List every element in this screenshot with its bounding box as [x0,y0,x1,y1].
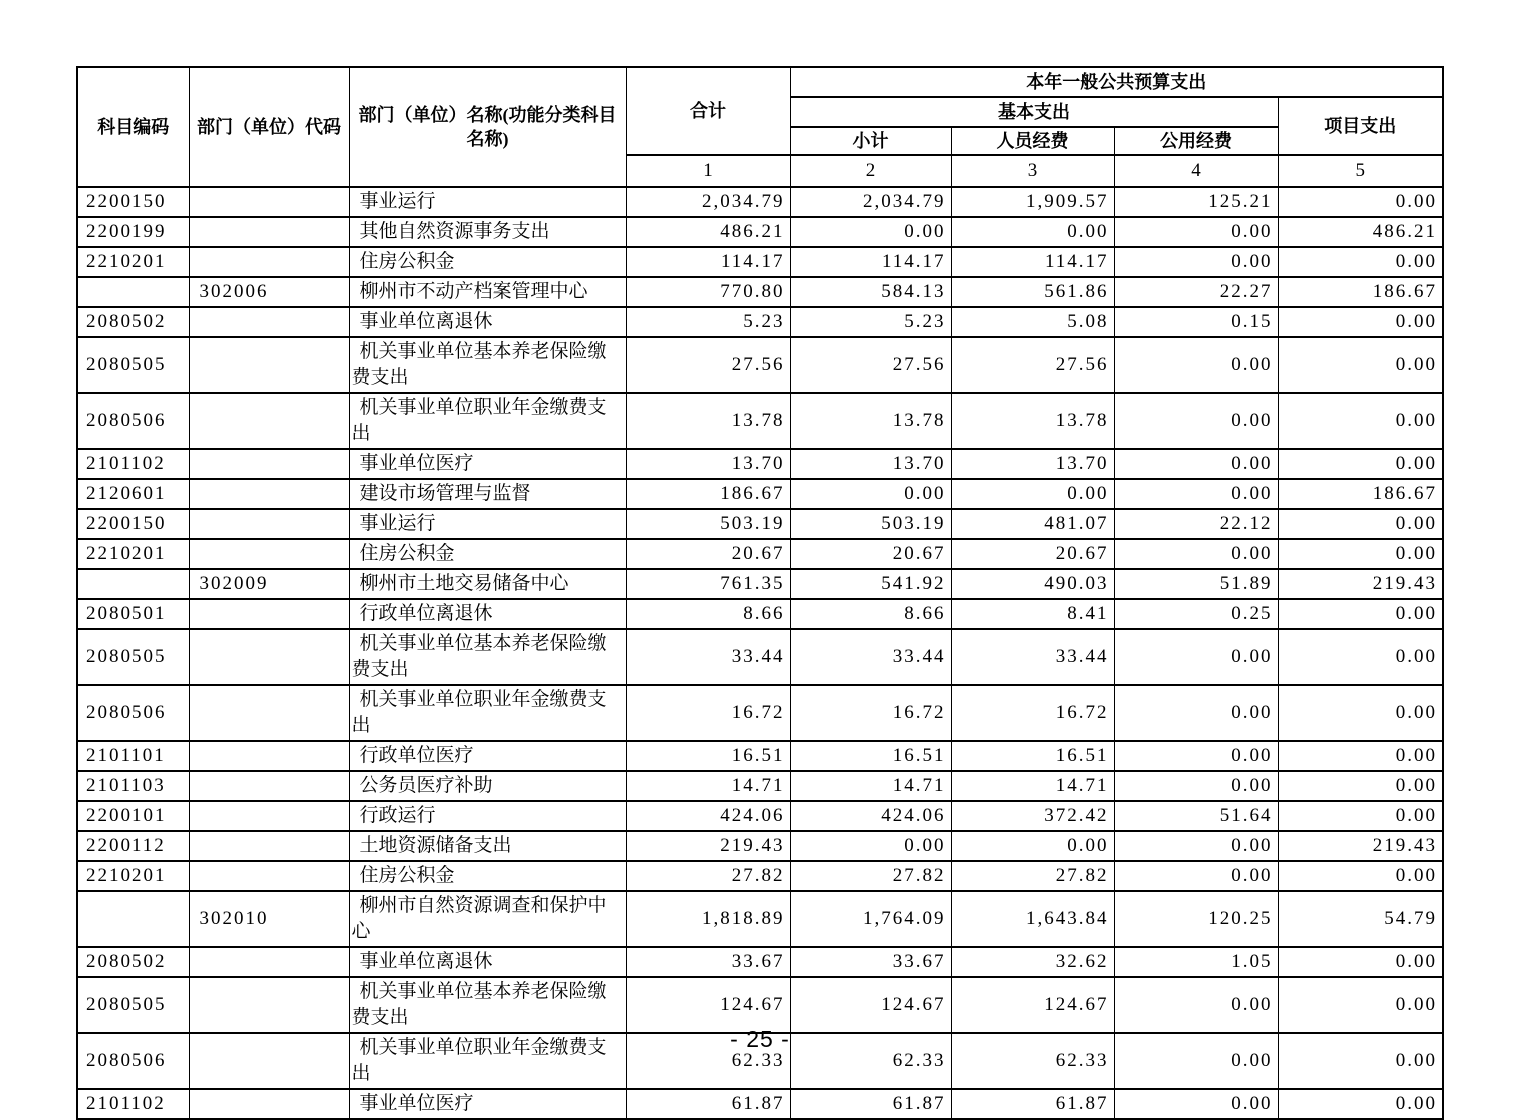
subject-code-cell [77,569,189,599]
public-funds-cell: 125.21 [1114,187,1278,217]
personnel-cell: 0.00 [951,479,1114,509]
dept-name-cell: 机关事业单位基本养老保险缴费支出 [349,977,626,1033]
subtotal-cell: 0.00 [790,217,951,247]
dept-code-cell [189,685,349,741]
table-row [77,479,1443,509]
public-funds-cell: 51.89 [1114,569,1278,599]
total-cell: 20.67 [626,539,790,569]
dept-code-cell [189,449,349,479]
project-cell: 0.00 [1278,393,1443,449]
dept-name-cell: 机关事业单位职业年金缴费支出 [349,685,626,741]
dept-code-cell [189,947,349,977]
public-funds-cell: 0.00 [1114,479,1278,509]
dept-name-cell: 建设市场管理与监督 [349,479,626,509]
project-cell: 0.00 [1278,861,1443,891]
page-number: - 25 - [730,1026,790,1052]
dept-code-cell: 302010 [189,891,349,947]
dept-name-cell: 事业单位离退休 [349,947,626,977]
table-row [77,1089,1443,1119]
header-personnel-funds: 人员经费 [951,127,1114,155]
dept-name-cell: 公务员医疗补助 [349,771,626,801]
personnel-cell: 5.08 [951,307,1114,337]
header-basic-expenditure: 基本支出 [790,97,1278,127]
public-funds-cell: 0.00 [1114,771,1278,801]
public-funds-cell: 0.00 [1114,629,1278,685]
dept-name-cell: 事业运行 [349,509,626,539]
subject-code-cell [77,891,189,947]
project-cell: 0.00 [1278,247,1443,277]
public-funds-cell: 0.00 [1114,977,1278,1033]
dept-name-cell: 机关事业单位基本养老保险缴费支出 [349,629,626,685]
total-cell: 27.82 [626,861,790,891]
dept-name-cell: 柳州市不动产档案管理中心 [349,277,626,307]
public-funds-cell: 0.00 [1114,685,1278,741]
subtotal-cell: 1,764.09 [790,891,951,947]
project-cell: 186.67 [1278,479,1443,509]
subject-code-cell: 2080505 [77,629,189,685]
project-cell: 0.00 [1278,337,1443,393]
subtotal-cell: 0.00 [790,831,951,861]
total-cell: 124.67 [626,977,790,1033]
table-row [77,891,1443,947]
public-funds-cell: 0.00 [1114,217,1278,247]
dept-code-cell [189,187,349,217]
total-cell: 16.72 [626,685,790,741]
dept-name-cell: 行政单位医疗 [349,741,626,771]
subject-code-cell: 2200101 [77,801,189,831]
header-total: 合计 [626,67,790,155]
subtotal-cell: 13.78 [790,393,951,449]
total-cell: 33.44 [626,629,790,685]
personnel-cell: 8.41 [951,599,1114,629]
project-cell: 0.00 [1278,741,1443,771]
dept-name-cell: 柳州市土地交易储备中心 [349,569,626,599]
project-cell: 219.43 [1278,831,1443,861]
dept-name-cell: 住房公积金 [349,539,626,569]
header-row-1 [77,67,1443,97]
column-number-2: 2 [790,155,951,187]
personnel-cell: 1,643.84 [951,891,1114,947]
total-cell: 13.70 [626,449,790,479]
subject-code-cell: 2200150 [77,509,189,539]
table-row [77,277,1443,307]
project-cell: 486.21 [1278,217,1443,247]
dept-code-cell [189,337,349,393]
header-current-year-budget: 本年一般公共预算支出 [790,67,1443,97]
personnel-cell: 561.86 [951,277,1114,307]
subtotal-cell: 33.67 [790,947,951,977]
header-project-expenditure: 项目支出 [1278,97,1443,155]
subject-code-cell: 2200150 [77,187,189,217]
subject-code-cell: 2210201 [77,247,189,277]
total-cell: 1,818.89 [626,891,790,947]
project-cell: 186.67 [1278,277,1443,307]
public-funds-cell: 0.00 [1114,337,1278,393]
dept-code-cell [189,247,349,277]
dept-name-cell: 事业运行 [349,187,626,217]
total-cell: 486.21 [626,217,790,247]
total-cell: 2,034.79 [626,187,790,217]
public-funds-cell: 0.00 [1114,831,1278,861]
subtotal-cell: 16.51 [790,741,951,771]
dept-code-cell [189,771,349,801]
project-cell: 0.00 [1278,685,1443,741]
project-cell: 219.43 [1278,569,1443,599]
dept-code-cell [189,977,349,1033]
public-funds-cell: 0.00 [1114,1089,1278,1119]
project-cell: 0.00 [1278,509,1443,539]
total-cell: 14.71 [626,771,790,801]
subject-code-cell: 2120601 [77,479,189,509]
dept-name-cell: 机关事业单位职业年金缴费支出 [349,1033,626,1089]
subject-code-cell: 2080506 [77,393,189,449]
personnel-cell: 1,909.57 [951,187,1114,217]
subject-code-cell: 2080501 [77,599,189,629]
table-row [77,831,1443,861]
dept-name-cell: 柳州市自然资源调查和保护中心 [349,891,626,947]
project-cell: 0.00 [1278,1033,1443,1089]
project-cell: 0.00 [1278,1089,1443,1119]
project-cell: 0.00 [1278,187,1443,217]
total-cell: 8.66 [626,599,790,629]
public-funds-cell: 0.15 [1114,307,1278,337]
dept-code-cell: 302006 [189,277,349,307]
table-header [77,67,1443,187]
header-public-funds: 公用经费 [1114,127,1278,155]
subject-code-cell: 2080506 [77,685,189,741]
subtotal-cell: 27.56 [790,337,951,393]
project-cell: 0.00 [1278,629,1443,685]
project-cell: 0.00 [1278,801,1443,831]
subtotal-cell: 16.72 [790,685,951,741]
project-cell: 0.00 [1278,947,1443,977]
table-row [77,741,1443,771]
table-row [77,629,1443,685]
subject-code-cell: 2101103 [77,771,189,801]
public-funds-cell: 51.64 [1114,801,1278,831]
total-cell: 62.33 [626,1033,790,1089]
table-row [77,509,1443,539]
budget-table [76,66,1444,1120]
column-number-1: 1 [626,155,790,187]
dept-code-cell [189,629,349,685]
dept-code-cell [189,539,349,569]
personnel-cell: 372.42 [951,801,1114,831]
header-dept-code: 部门（单位）代码 [189,67,349,187]
subtotal-cell: 33.44 [790,629,951,685]
header-subtotal: 小计 [790,127,951,155]
subject-code-cell [77,277,189,307]
personnel-cell: 16.51 [951,741,1114,771]
subtotal-cell: 114.17 [790,247,951,277]
total-cell: 761.35 [626,569,790,599]
table-row [77,449,1443,479]
table-row [77,801,1443,831]
column-number-3: 3 [951,155,1114,187]
subtotal-cell: 14.71 [790,771,951,801]
dept-code-cell [189,393,349,449]
dept-code-cell: 302009 [189,569,349,599]
public-funds-cell: 1.05 [1114,947,1278,977]
table-row [77,599,1443,629]
total-cell: 16.51 [626,741,790,771]
personnel-cell: 61.87 [951,1089,1114,1119]
table-body [77,187,1443,1119]
personnel-cell: 20.67 [951,539,1114,569]
dept-name-cell: 行政单位离退休 [349,599,626,629]
public-funds-cell: 0.00 [1114,1033,1278,1089]
table-row [77,569,1443,599]
project-cell: 0.00 [1278,449,1443,479]
personnel-cell: 0.00 [951,831,1114,861]
dept-code-cell [189,479,349,509]
dept-name-cell: 机关事业单位基本养老保险缴费支出 [349,337,626,393]
personnel-cell: 27.56 [951,337,1114,393]
table-row [77,393,1443,449]
dept-name-cell: 住房公积金 [349,861,626,891]
dept-name-cell: 机关事业单位职业年金缴费支出 [349,393,626,449]
dept-code-cell [189,599,349,629]
table-row [77,187,1443,217]
column-number-5: 5 [1278,155,1443,187]
table-row [77,977,1443,1033]
table-row [77,771,1443,801]
public-funds-cell: 0.25 [1114,599,1278,629]
project-cell: 0.00 [1278,977,1443,1033]
subtotal-cell: 5.23 [790,307,951,337]
total-cell: 219.43 [626,831,790,861]
total-cell: 186.67 [626,479,790,509]
personnel-cell: 490.03 [951,569,1114,599]
dept-code-cell [189,1089,349,1119]
subtotal-cell: 27.82 [790,861,951,891]
dept-code-cell [189,307,349,337]
total-cell: 61.87 [626,1089,790,1119]
subtotal-cell: 20.67 [790,539,951,569]
subject-code-cell: 2080505 [77,337,189,393]
table-row [77,307,1443,337]
dept-name-cell: 其他自然资源事务支出 [349,217,626,247]
dept-name-cell: 行政运行 [349,801,626,831]
public-funds-cell: 0.00 [1114,247,1278,277]
subject-code-cell: 2101102 [77,1089,189,1119]
personnel-cell: 481.07 [951,509,1114,539]
public-funds-cell: 0.00 [1114,449,1278,479]
column-number-4: 4 [1114,155,1278,187]
dept-name-cell: 土地资源储备支出 [349,831,626,861]
personnel-cell: 0.00 [951,217,1114,247]
subject-code-cell: 2200112 [77,831,189,861]
subtotal-cell: 584.13 [790,277,951,307]
table-row [77,337,1443,393]
dept-code-cell [189,861,349,891]
subtotal-cell: 503.19 [790,509,951,539]
subject-code-cell: 2101101 [77,741,189,771]
project-cell: 0.00 [1278,599,1443,629]
personnel-cell: 32.62 [951,947,1114,977]
subtotal-cell: 541.92 [790,569,951,599]
dept-name-cell: 住房公积金 [349,247,626,277]
subtotal-cell: 424.06 [790,801,951,831]
dept-name-cell: 事业单位离退休 [349,307,626,337]
subject-code-cell: 2101102 [77,449,189,479]
personnel-cell: 33.44 [951,629,1114,685]
personnel-cell: 62.33 [951,1033,1114,1089]
subtotal-cell: 62.33 [790,1033,951,1089]
total-cell: 424.06 [626,801,790,831]
personnel-cell: 27.82 [951,861,1114,891]
total-cell: 770.80 [626,277,790,307]
total-cell: 503.19 [626,509,790,539]
project-cell: 0.00 [1278,307,1443,337]
project-cell: 0.00 [1278,771,1443,801]
subject-code-cell: 2080506 [77,1033,189,1089]
subject-code-cell: 2080502 [77,307,189,337]
subtotal-cell: 61.87 [790,1089,951,1119]
header-dept-name: 部门（单位）名称(功能分类科目名称) [349,67,626,187]
subtotal-cell: 2,034.79 [790,187,951,217]
total-cell: 13.78 [626,393,790,449]
public-funds-cell: 0.00 [1114,539,1278,569]
subject-code-cell: 2080502 [77,947,189,977]
subtotal-cell: 124.67 [790,977,951,1033]
dept-code-cell [189,801,349,831]
dept-name-cell: 事业单位医疗 [349,449,626,479]
subject-code-cell: 2210201 [77,539,189,569]
total-cell: 33.67 [626,947,790,977]
personnel-cell: 16.72 [951,685,1114,741]
personnel-cell: 124.67 [951,977,1114,1033]
personnel-cell: 13.78 [951,393,1114,449]
subtotal-cell: 0.00 [790,479,951,509]
subject-code-cell: 2080505 [77,977,189,1033]
subject-code-cell: 2210201 [77,861,189,891]
public-funds-cell: 0.00 [1114,741,1278,771]
total-cell: 5.23 [626,307,790,337]
public-funds-cell: 0.00 [1114,393,1278,449]
personnel-cell: 14.71 [951,771,1114,801]
public-funds-cell: 120.25 [1114,891,1278,947]
table-row [77,685,1443,741]
subtotal-cell: 8.66 [790,599,951,629]
dept-code-cell [189,831,349,861]
project-cell: 0.00 [1278,539,1443,569]
table-row [77,247,1443,277]
table-row [77,539,1443,569]
table-row [77,861,1443,891]
dept-code-cell [189,741,349,771]
total-cell: 114.17 [626,247,790,277]
public-funds-cell: 0.00 [1114,861,1278,891]
personnel-cell: 114.17 [951,247,1114,277]
dept-name-cell: 事业单位医疗 [349,1089,626,1119]
project-cell: 54.79 [1278,891,1443,947]
personnel-cell: 13.70 [951,449,1114,479]
subtotal-cell: 13.70 [790,449,951,479]
header-subject-code: 科目编码 [77,67,189,187]
public-funds-cell: 22.27 [1114,277,1278,307]
table-row [77,947,1443,977]
dept-code-cell [189,217,349,247]
dept-code-cell [189,509,349,539]
total-cell: 27.56 [626,337,790,393]
public-funds-cell: 22.12 [1114,509,1278,539]
subject-code-cell: 2200199 [77,217,189,247]
table-row [77,217,1443,247]
